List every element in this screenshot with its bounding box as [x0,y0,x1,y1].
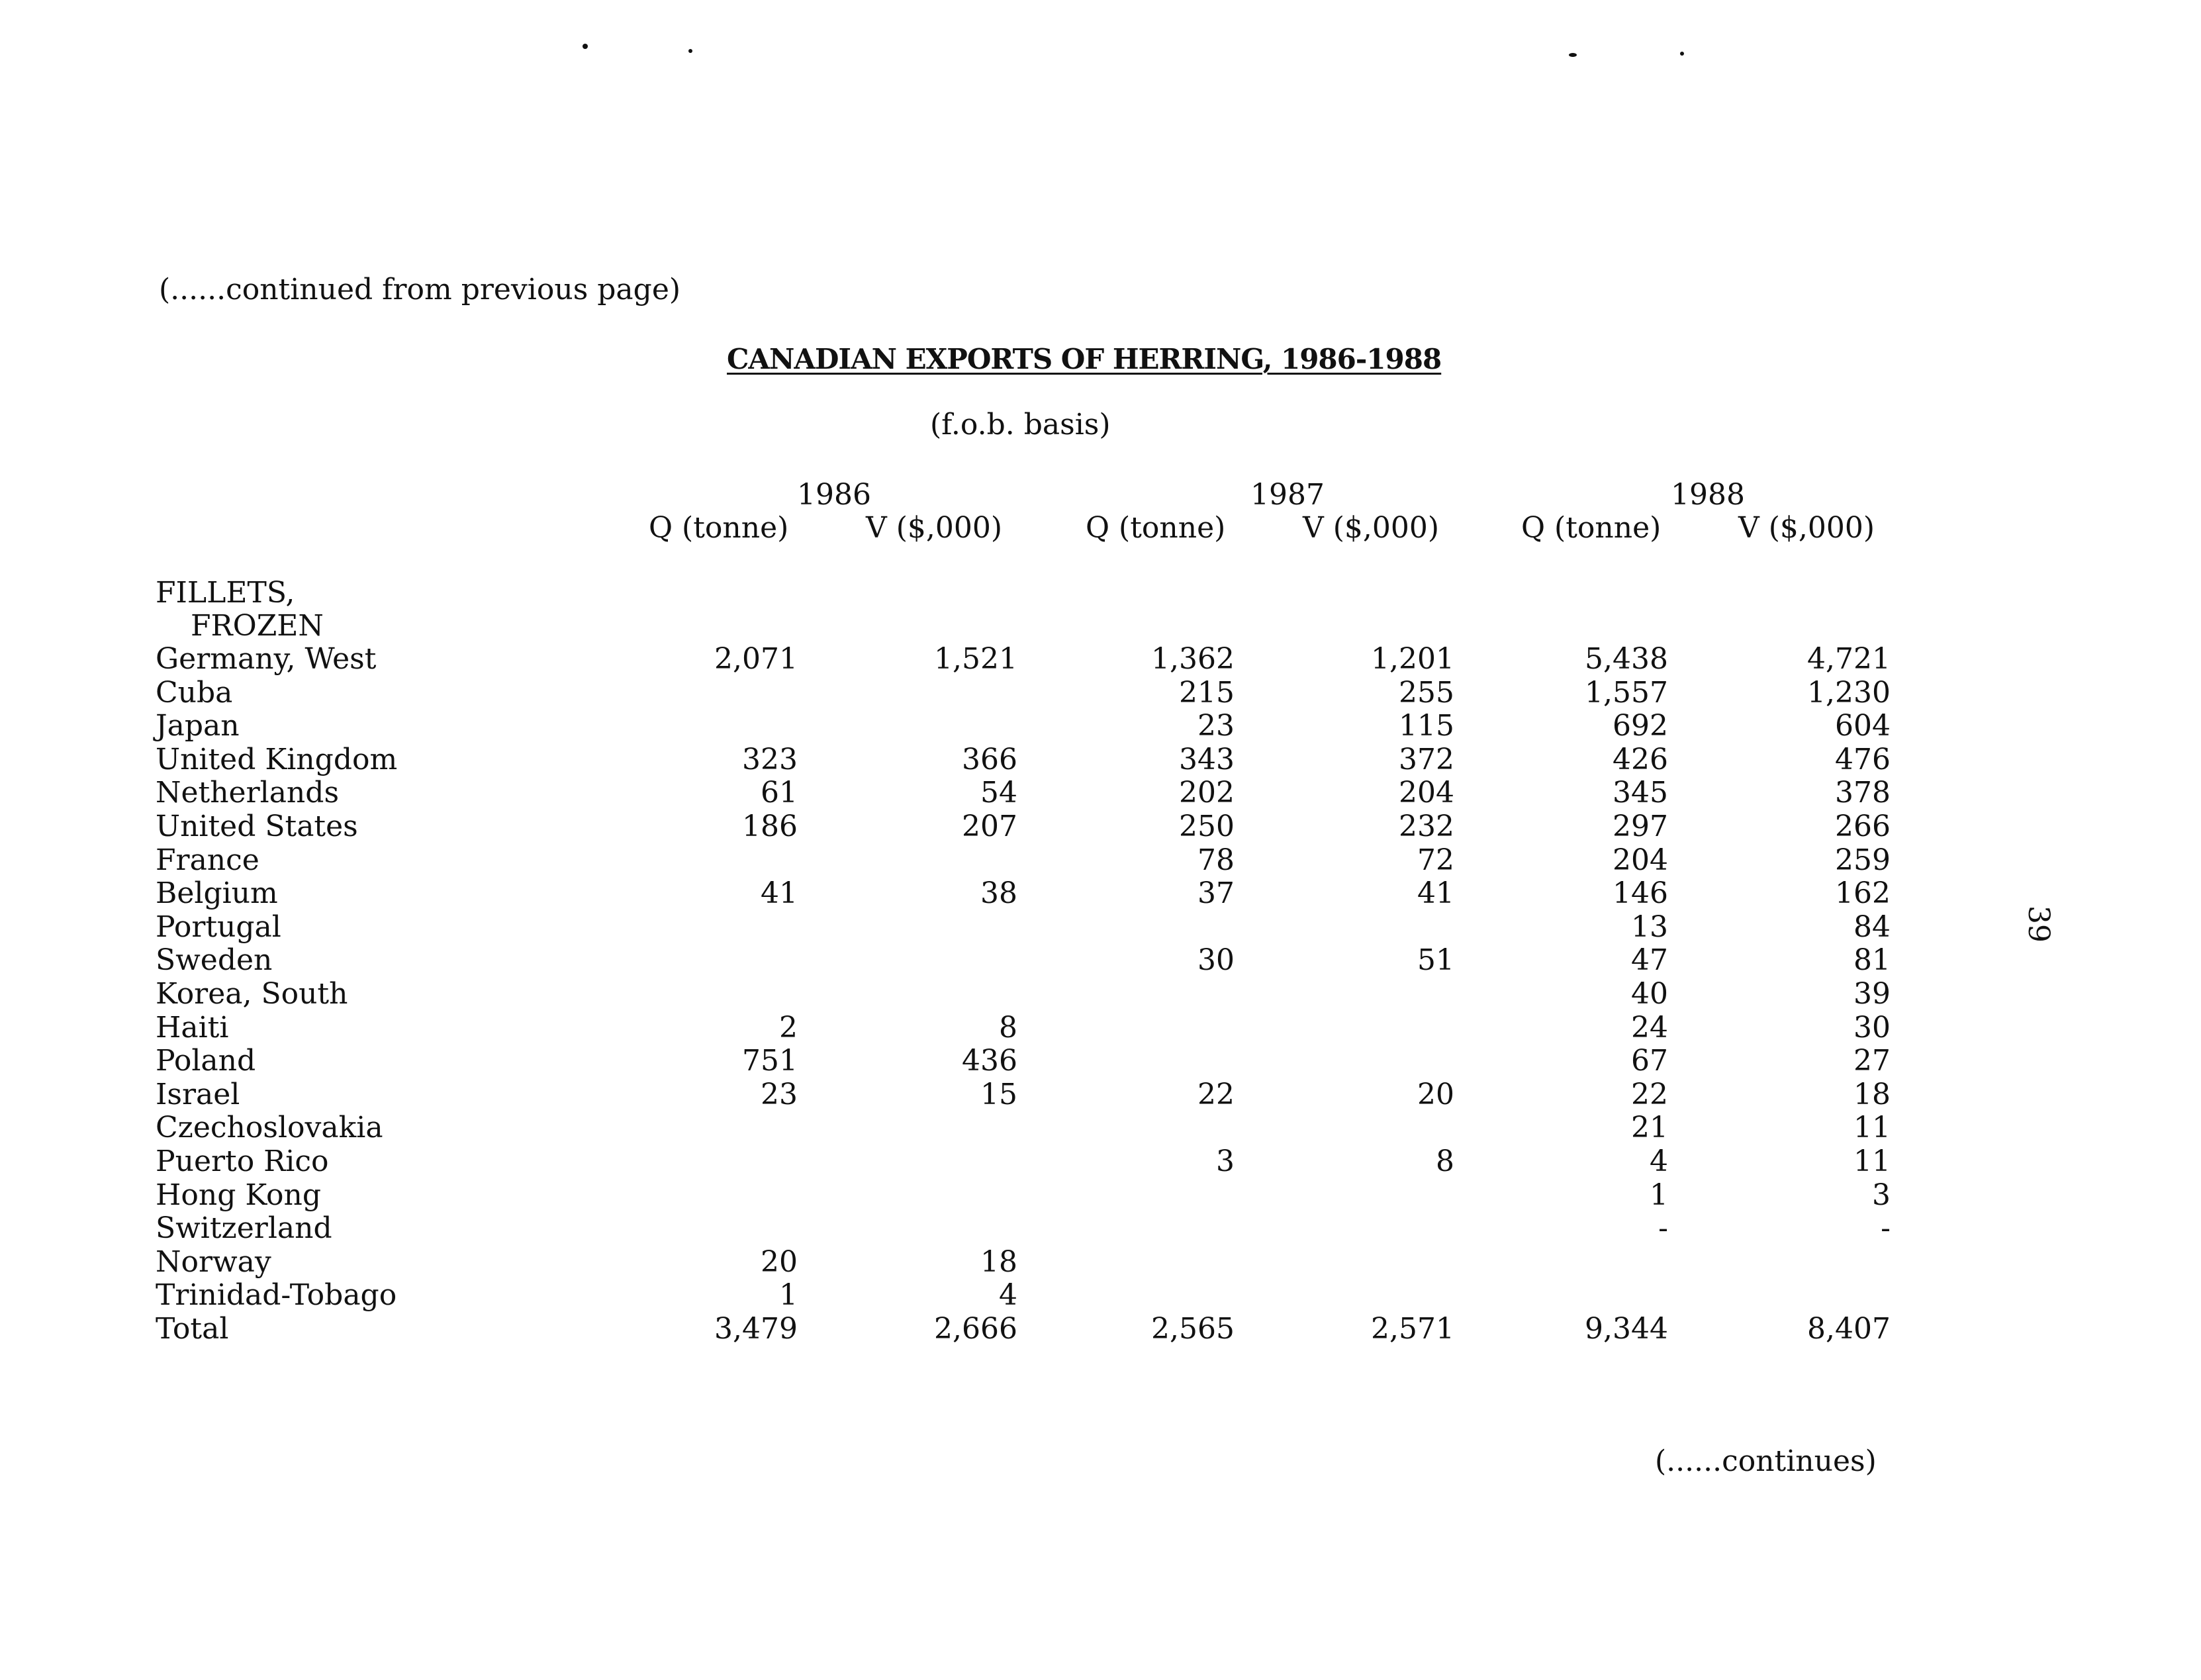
table-cell: 81 [1853,943,1891,977]
row-label: Norway [156,1245,271,1279]
continued-note: (......continued from previous page) [159,273,681,306]
table-cell: - [1658,1211,1668,1245]
table-cell: 186 [742,810,798,843]
table-cell: 21 [1631,1111,1668,1144]
row-label: France [156,843,259,877]
table-cell: - [1881,1211,1891,1245]
table-cell: 146 [1613,876,1668,910]
row-label: Belgium [156,876,278,910]
row-label: United Kingdom [156,743,398,776]
table-cell: 1,557 [1585,676,1668,710]
row-label: Poland [156,1044,256,1078]
year-header-1988: 1988 [1671,478,1745,512]
table-cell: 8,407 [1807,1312,1891,1346]
table-cell: 1 [779,1278,798,1312]
row-label: Switzerland [156,1211,332,1245]
row-label: Total [156,1312,229,1346]
table-cell: 2,666 [934,1312,1017,1346]
table-cell: 41 [1417,876,1454,910]
table-cell: 18 [1853,1078,1891,1111]
table-cell: 20 [761,1245,798,1279]
year-header-1986: 1986 [797,478,871,512]
table-cell: 115 [1399,709,1454,743]
col-header-q-1986: Q (tonne) [649,511,789,545]
section-label: FILLETS, [156,576,295,610]
row-label: Hong Kong [156,1178,322,1212]
table-cell: 2,565 [1151,1312,1235,1346]
table-cell: 378 [1835,776,1891,810]
table-cell: 343 [1179,743,1235,776]
table-cell: 345 [1613,776,1668,810]
table-cell: 2,571 [1371,1312,1454,1346]
table-cell: 40 [1631,977,1668,1011]
table-cell: 372 [1399,743,1454,776]
table-cell: 436 [962,1044,1017,1078]
table-cell: 202 [1179,776,1235,810]
table-cell: 4,721 [1807,642,1891,676]
row-label: Korea, South [156,977,348,1011]
table-cell: 41 [761,876,798,910]
table-cell: 2,071 [714,642,798,676]
table-cell: 20 [1417,1078,1454,1111]
table-cell: 38 [980,876,1017,910]
table-cell: 4 [999,1278,1017,1312]
col-header-q-1987: Q (tonne) [1086,511,1226,545]
table-cell: 11 [1853,1111,1891,1144]
table-cell: 232 [1399,810,1454,843]
table-cell: 11 [1853,1144,1891,1178]
table-cell: 204 [1613,843,1668,877]
table-cell: 1,362 [1151,642,1235,676]
table-cell: 476 [1835,743,1891,776]
table-cell: 259 [1835,843,1891,877]
row-label: Germany, West [156,642,377,676]
table-cell: 22 [1197,1078,1235,1111]
page-number: 39 [2022,906,2055,943]
table-cell: 3 [1872,1178,1891,1212]
table-cell: 30 [1853,1011,1891,1045]
table-cell: 751 [742,1044,798,1078]
table-cell: 9,344 [1585,1312,1668,1346]
table-cell: 39 [1853,977,1891,1011]
table-cell: 1 [1650,1178,1668,1212]
table-cell: 1,230 [1807,676,1891,710]
col-header-q-1988: Q (tonne) [1521,511,1662,545]
table-cell: 207 [962,810,1017,843]
table-cell: 47 [1631,943,1668,977]
row-label: Netherlands [156,776,340,810]
table-cell: 692 [1613,709,1668,743]
table-cell: 13 [1631,910,1668,944]
col-header-v-1987: V ($,000) [1303,511,1440,545]
table-cell: 24 [1631,1011,1668,1045]
table-cell: 23 [1197,709,1235,743]
table-cell: 67 [1631,1044,1668,1078]
row-label: Czechoslovakia [156,1111,383,1144]
table-cell: 54 [980,776,1017,810]
table-cell: 297 [1613,810,1668,843]
table-cell: 4 [1650,1144,1668,1178]
col-header-v-1986: V ($,000) [866,511,1003,545]
row-label: Haiti [156,1011,229,1045]
year-header-1987: 1987 [1250,478,1325,512]
scan-speck [1680,52,1684,56]
table-cell: 3 [1216,1144,1235,1178]
table-cell: 78 [1197,843,1235,877]
table-cell: 3,479 [714,1312,798,1346]
table-cell: 27 [1853,1044,1891,1078]
row-label: Puerto Rico [156,1144,329,1178]
scan-speck [688,49,692,53]
table-cell: 323 [742,743,798,776]
table-cell: 2 [779,1011,798,1045]
table-cell: 5,438 [1585,642,1668,676]
row-label: Cuba [156,676,233,710]
table-cell: 604 [1835,709,1891,743]
row-label: United States [156,810,358,843]
table-cell: 84 [1853,910,1891,944]
continues-note: (......continues) [1655,1444,1877,1478]
table-cell: 37 [1197,876,1235,910]
table-cell: 255 [1399,676,1454,710]
table-cell: 215 [1179,676,1235,710]
table-cell: 18 [980,1245,1017,1279]
table-cell: 1,201 [1371,642,1454,676]
row-label: Portugal [156,910,281,944]
row-label: Sweden [156,943,273,977]
table-cell: 250 [1179,810,1235,843]
col-header-v-1988: V ($,000) [1738,511,1875,545]
table-cell: 8 [999,1011,1017,1045]
page-title: CANADIAN EXPORTS OF HERRING, 1986-1988 [727,343,1442,375]
table-cell: 30 [1197,943,1235,977]
page-subtitle: (f.o.b. basis) [930,408,1111,442]
scan-speck [583,44,588,49]
section-label: FROZEN [191,609,324,643]
table-cell: 266 [1835,810,1891,843]
table-cell: 51 [1417,943,1454,977]
row-label: Trinidad-Tobago [156,1278,397,1312]
row-label: Japan [156,709,240,743]
row-label: Israel [156,1078,240,1111]
table-cell: 61 [761,776,798,810]
table-cell: 8 [1436,1144,1454,1178]
table-cell: 72 [1417,843,1454,877]
table-cell: 23 [761,1078,798,1111]
table-cell: 162 [1835,876,1891,910]
table-cell: 1,521 [934,642,1017,676]
table-cell: 366 [962,743,1017,776]
table-cell: 22 [1631,1078,1668,1111]
table-cell: 426 [1613,743,1668,776]
scan-speck [1569,53,1577,57]
table-cell: 15 [980,1078,1017,1111]
table-cell: 204 [1399,776,1454,810]
